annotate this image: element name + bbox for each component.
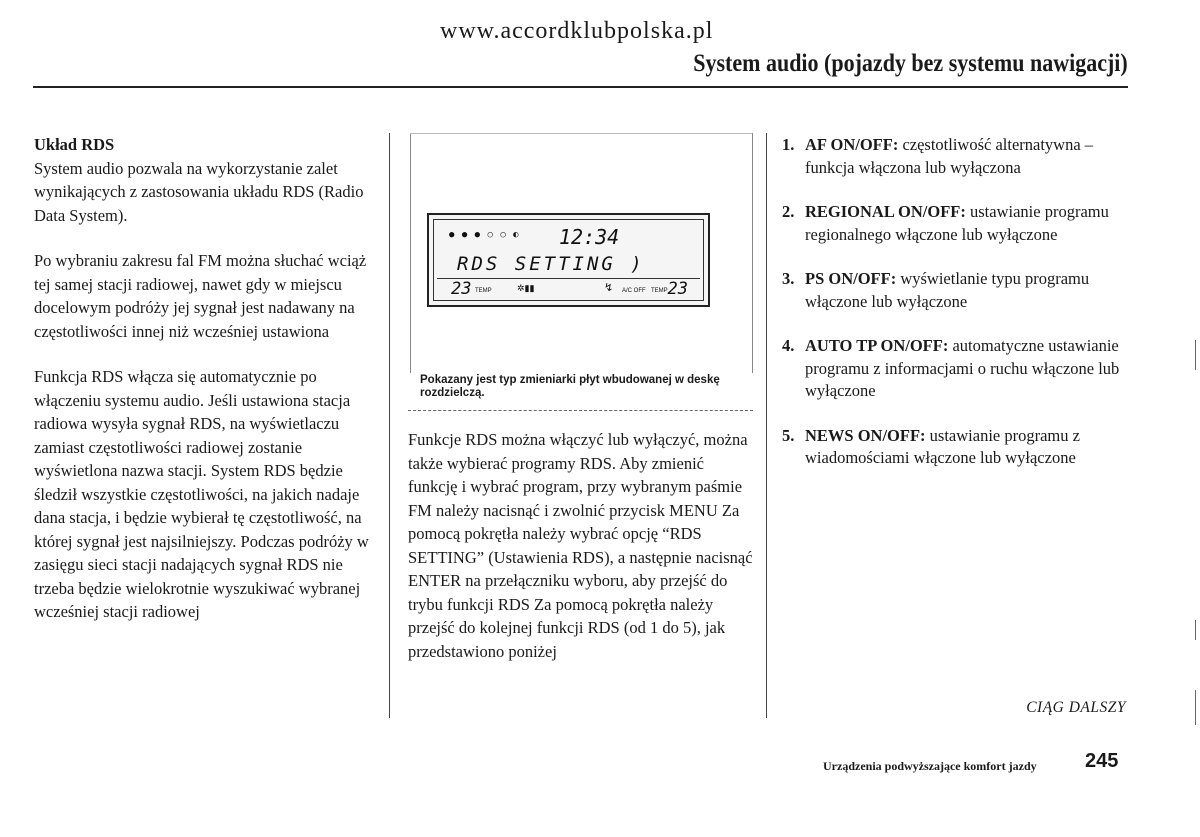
- item-number: 5.: [782, 425, 795, 445]
- item-text: automatyczne ustawianie programu z informacjami o ruchu włączone lub wyłączone: [805, 336, 1120, 400]
- aircon-label: A/C OFF: [622, 288, 646, 294]
- display-separator: [437, 278, 700, 279]
- figure-caption: Pokazany jest typ zmieniarki płyt wbudowanej w deskę rozdzielczą.: [420, 374, 720, 399]
- item-text: wyświetlanie typu programu włączone lub wyłączone: [805, 269, 1090, 311]
- left-column: [34, 133, 374, 646]
- temp-label-right: TEMP: [651, 288, 668, 294]
- list-item: [782, 134, 1127, 179]
- section-heading: Układ RDS: [34, 135, 115, 154]
- list-item: [782, 335, 1127, 403]
- temp-right: 23: [667, 279, 688, 299]
- item-text: ustawianie programu z wiadomościami włączone lub wyłączone: [805, 425, 1080, 467]
- site-url: www.accordklubpolska.pl: [440, 18, 714, 44]
- disc-indicators: ● ● ● ○ ○ ◐: [449, 230, 520, 240]
- display-clock: 12:34: [559, 225, 620, 249]
- item-term: AUTO TP ON/OFF:: [805, 336, 949, 355]
- temp-label-left: TEMP: [475, 288, 492, 294]
- item-text: częstotliwość alternatywna – funkcja włączona lub wyłączona: [805, 135, 1094, 177]
- item-term: REGIONAL ON/OFF:: [805, 202, 966, 221]
- edge-mark: [1195, 690, 1196, 725]
- edge-mark: [1195, 620, 1196, 640]
- continued-label: CIĄG DALSZY: [1026, 699, 1126, 716]
- item-text: ustawianie programu regionalnego włączone lub wyłączone: [805, 202, 1109, 244]
- figure-frame-top: [410, 133, 411, 373]
- item-term: PS ON/OFF:: [805, 269, 897, 288]
- item-number: 3.: [782, 269, 795, 288]
- paragraph: Funkcja RDS włącza się automatycznie po włączeniu systemu audio. Jeśli ustawiona stacja radiowa wysyła sygnał RDS, na wyświetlaczu zamiast częstotliwości radiowej zostanie wyświetlona nazwa stacji. System RDS będzie śledził wszystkie częstotliwości, na jakich nadaje dana stacja, i będzie wybierał tę częstotliwość, na której sygnał jest najsilniejszy. Podczas podróży w zasięgu sieci stacji nadających sygnał RDS nie trzeba będzie wielokrotnie wyszukiwać wybranej wcześniej stacji radiowej: [34, 367, 369, 621]
- list-item: [782, 201, 1127, 246]
- page-number: 245: [1085, 750, 1119, 772]
- list-item: [782, 268, 1127, 313]
- item-term: AF ON/OFF:: [805, 135, 899, 154]
- rds-function-list: [782, 134, 1127, 470]
- paragraph: Po wybraniu zakresu fal FM można słuchać wciąż tej samej stacji radiowej, nawet gdy w miejscu docelowym podróży jej sygnał jest nadawany na częstotliwości innej niż wcześniej ustawiona: [34, 251, 367, 341]
- header-rule: [33, 86, 1128, 88]
- column-divider-right: [766, 133, 767, 718]
- radio-display: [427, 213, 710, 307]
- item-term: NEWS ON/OFF:: [805, 425, 926, 445]
- item-number: 1.: [782, 135, 795, 154]
- right-column: [782, 134, 1127, 492]
- paragraph: Funkcje RDS można włączyć lub wyłączyć, można także wybierać programy RDS. Aby zmienić funkcję i wybrać program, przy wybranym paśmie FM należy nacisnąć i zwolnić przycisk MENU Za pomocą pokrętła należy wybrać opcję “RDS SETTING” (Ustawienia RDS), a następnie nacisnąć ENTER na przełączniku wyboru, aby przejść do trybu funkcji RDS Za pomocą pokrętła należy przejść do kolejnej funkcji RDS (od 1 do 5), jak przedstawiono poniżej: [408, 430, 753, 661]
- item-number: 2.: [782, 202, 795, 221]
- middle-column: [408, 428, 753, 663]
- footer-section: Urządzenia podwyższające komfort jazdy: [823, 759, 1037, 773]
- item-number: 4.: [782, 336, 795, 355]
- page-title: System audio (pojazdy bez systemu nawigacji): [693, 50, 1128, 77]
- paragraph: System audio pozwala na wykorzystanie zalet wynikających z zastosowania układu RDS (Radio Data System).: [34, 158, 364, 225]
- temp-left: 23: [451, 279, 472, 299]
- fan-icon: ✲▮▮: [517, 283, 535, 293]
- figure-frame-topline: [410, 133, 752, 134]
- caption-divider: [408, 410, 753, 411]
- edge-mark: [1195, 340, 1196, 370]
- figure-frame-right: [752, 133, 753, 373]
- display-message: RDS SETTING ): [457, 253, 645, 275]
- column-divider-left: [389, 133, 390, 718]
- list-item: [782, 425, 1127, 470]
- airflow-icon: ↯: [604, 282, 614, 294]
